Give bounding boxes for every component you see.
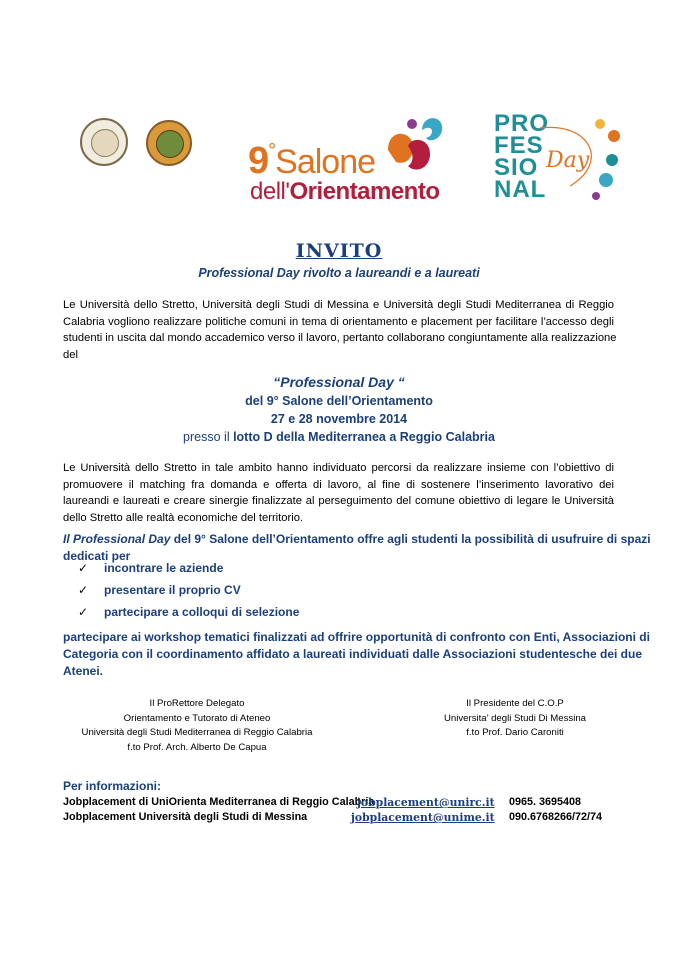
- logo-sub-main: Orientamento: [289, 178, 440, 205]
- pd-logo-day: Day: [546, 148, 590, 173]
- info-phone: 0965. 3695408: [509, 796, 582, 808]
- signature-right: [410, 697, 620, 741]
- offer-lead: Il Professional Day: [63, 532, 171, 546]
- email-link[interactable]: jobplacement@unirc.it: [357, 796, 495, 809]
- pd-logo-line: FES: [494, 132, 544, 159]
- paragraph-line: promuovere il matching fra domanda e offerta di lavoro, al fine di sostenere l’inserimento lavorativo dei: [63, 478, 614, 491]
- workshop-paragraph: [63, 629, 650, 680]
- paragraph-line: Atenei.: [63, 664, 104, 678]
- list-item-label: presentare il proprio CV: [104, 583, 241, 597]
- paragraph-line: studenti in uscita dal mondo accademico verso il lavoro, pertanto collaborano congiuntamente alla realizzazione: [63, 332, 617, 344]
- paragraph-line: partecipare ai workshop tematici finalizzati ad offrire opportunità di confronto con Enti, Associazioni di: [63, 630, 650, 644]
- event-of: del 9° Salone dell’Orientamento: [245, 394, 433, 408]
- checkmark-icon: ✓: [78, 605, 89, 619]
- intro-paragraph: [63, 297, 617, 363]
- paragraph-line: laureandi e laureati e creare sinergie finalizzate al perseguimento del comune obiettivo di legare le Università: [63, 495, 614, 507]
- offer-text: [63, 531, 651, 565]
- info-label: Jobplacement Università degli Studi di Messina: [63, 811, 308, 823]
- university-seal-icon: [80, 118, 128, 166]
- signature-line: f.to Prof. Arch. Alberto De Capua: [127, 741, 267, 753]
- paragraph-line: dello Stretto alle realtà economiche del territorio.: [63, 511, 304, 524]
- signature-line: Orientamento e Tutorato di Ateneo: [123, 712, 271, 724]
- paragraph-line: Le Università dello Stretto, Università degli Studi di Messina e Università degli Studi Mediterranea di Reggio: [63, 299, 614, 311]
- info-phone: 090.6768266/72/74: [509, 811, 603, 823]
- paragraph-line: Categoria con il coordinamento affidato a laureati individuati dalle Associazioni studentesche dei due: [63, 647, 642, 661]
- page-title: INVITO: [295, 240, 383, 262]
- list-item-label: incontrare le aziende: [104, 561, 224, 575]
- page-subtitle: Professional Day rivolto a laureandi e a laureati: [198, 266, 480, 280]
- info-title: Per informazioni:: [63, 779, 162, 793]
- pd-logo-line: NAL: [494, 176, 547, 203]
- paragraph-line: Calabria vogliono realizzare politiche comuni in tema di orientamento e placement per facilitare l’accesso degli: [63, 315, 614, 328]
- pd-logo-line: PRO: [494, 110, 550, 137]
- university-seal-icon: [146, 120, 192, 166]
- info-label: Jobplacement di UniOrienta Mediterranea di Reggio Calabria: [63, 796, 375, 808]
- checkmark-icon: ✓: [78, 561, 89, 575]
- salone-swirl-icon: [378, 110, 448, 180]
- checkmark-icon: ✓: [78, 583, 89, 597]
- event-place: [0, 428, 678, 446]
- signature-line: Universita’ degli Studi Di Messina: [443, 712, 586, 724]
- salone-orientamento-logo: [248, 110, 448, 210]
- pd-logo-line: SIO: [494, 154, 539, 181]
- body-paragraph: [63, 460, 614, 526]
- paragraph-line: del: [63, 348, 78, 361]
- signature-line: Università degli Studi Mediterranea di Reggio Calabria: [81, 727, 313, 738]
- signature-left: [52, 697, 342, 755]
- logo-number: 9: [248, 140, 269, 182]
- professional-day-logo: [494, 112, 624, 212]
- offer-line: del 9° Salone dell’Orientamento offre agli studenti la possibilità di usufruire di spazi: [170, 532, 651, 546]
- list-item: [78, 583, 241, 597]
- paragraph-line: Le Università dello Stretto in tale ambito hanno individuato percorsi da realizzare insieme con l’obiettivo di: [63, 462, 614, 474]
- logo-degree: °: [268, 140, 276, 162]
- signature-line: Il ProRettore Delegato: [149, 698, 245, 709]
- signature-line: f.to Prof. Dario Caroniti: [466, 727, 564, 738]
- pd-arc-icon: [530, 122, 610, 192]
- event-block: [0, 372, 678, 446]
- event-name: “Professional Day “: [273, 374, 405, 390]
- signature-line: Il Presidente del C.O.P: [466, 698, 564, 709]
- event-place-name: lotto D della Mediterranea a Reggio Calabria: [233, 430, 495, 444]
- event-dates: 27 e 28 novembre 2014: [270, 412, 408, 426]
- email-link[interactable]: jobplacement@unime.it: [351, 811, 495, 824]
- list-item: [78, 561, 223, 575]
- offer-line: dedicati per: [63, 549, 131, 563]
- logo-sub-prefix: dell': [250, 178, 290, 205]
- list-item-label: partecipare a colloqui di selezione: [104, 605, 300, 619]
- list-item: [78, 605, 299, 619]
- event-place-prefix: presso il: [183, 430, 234, 444]
- logo-word: Salone: [275, 143, 376, 181]
